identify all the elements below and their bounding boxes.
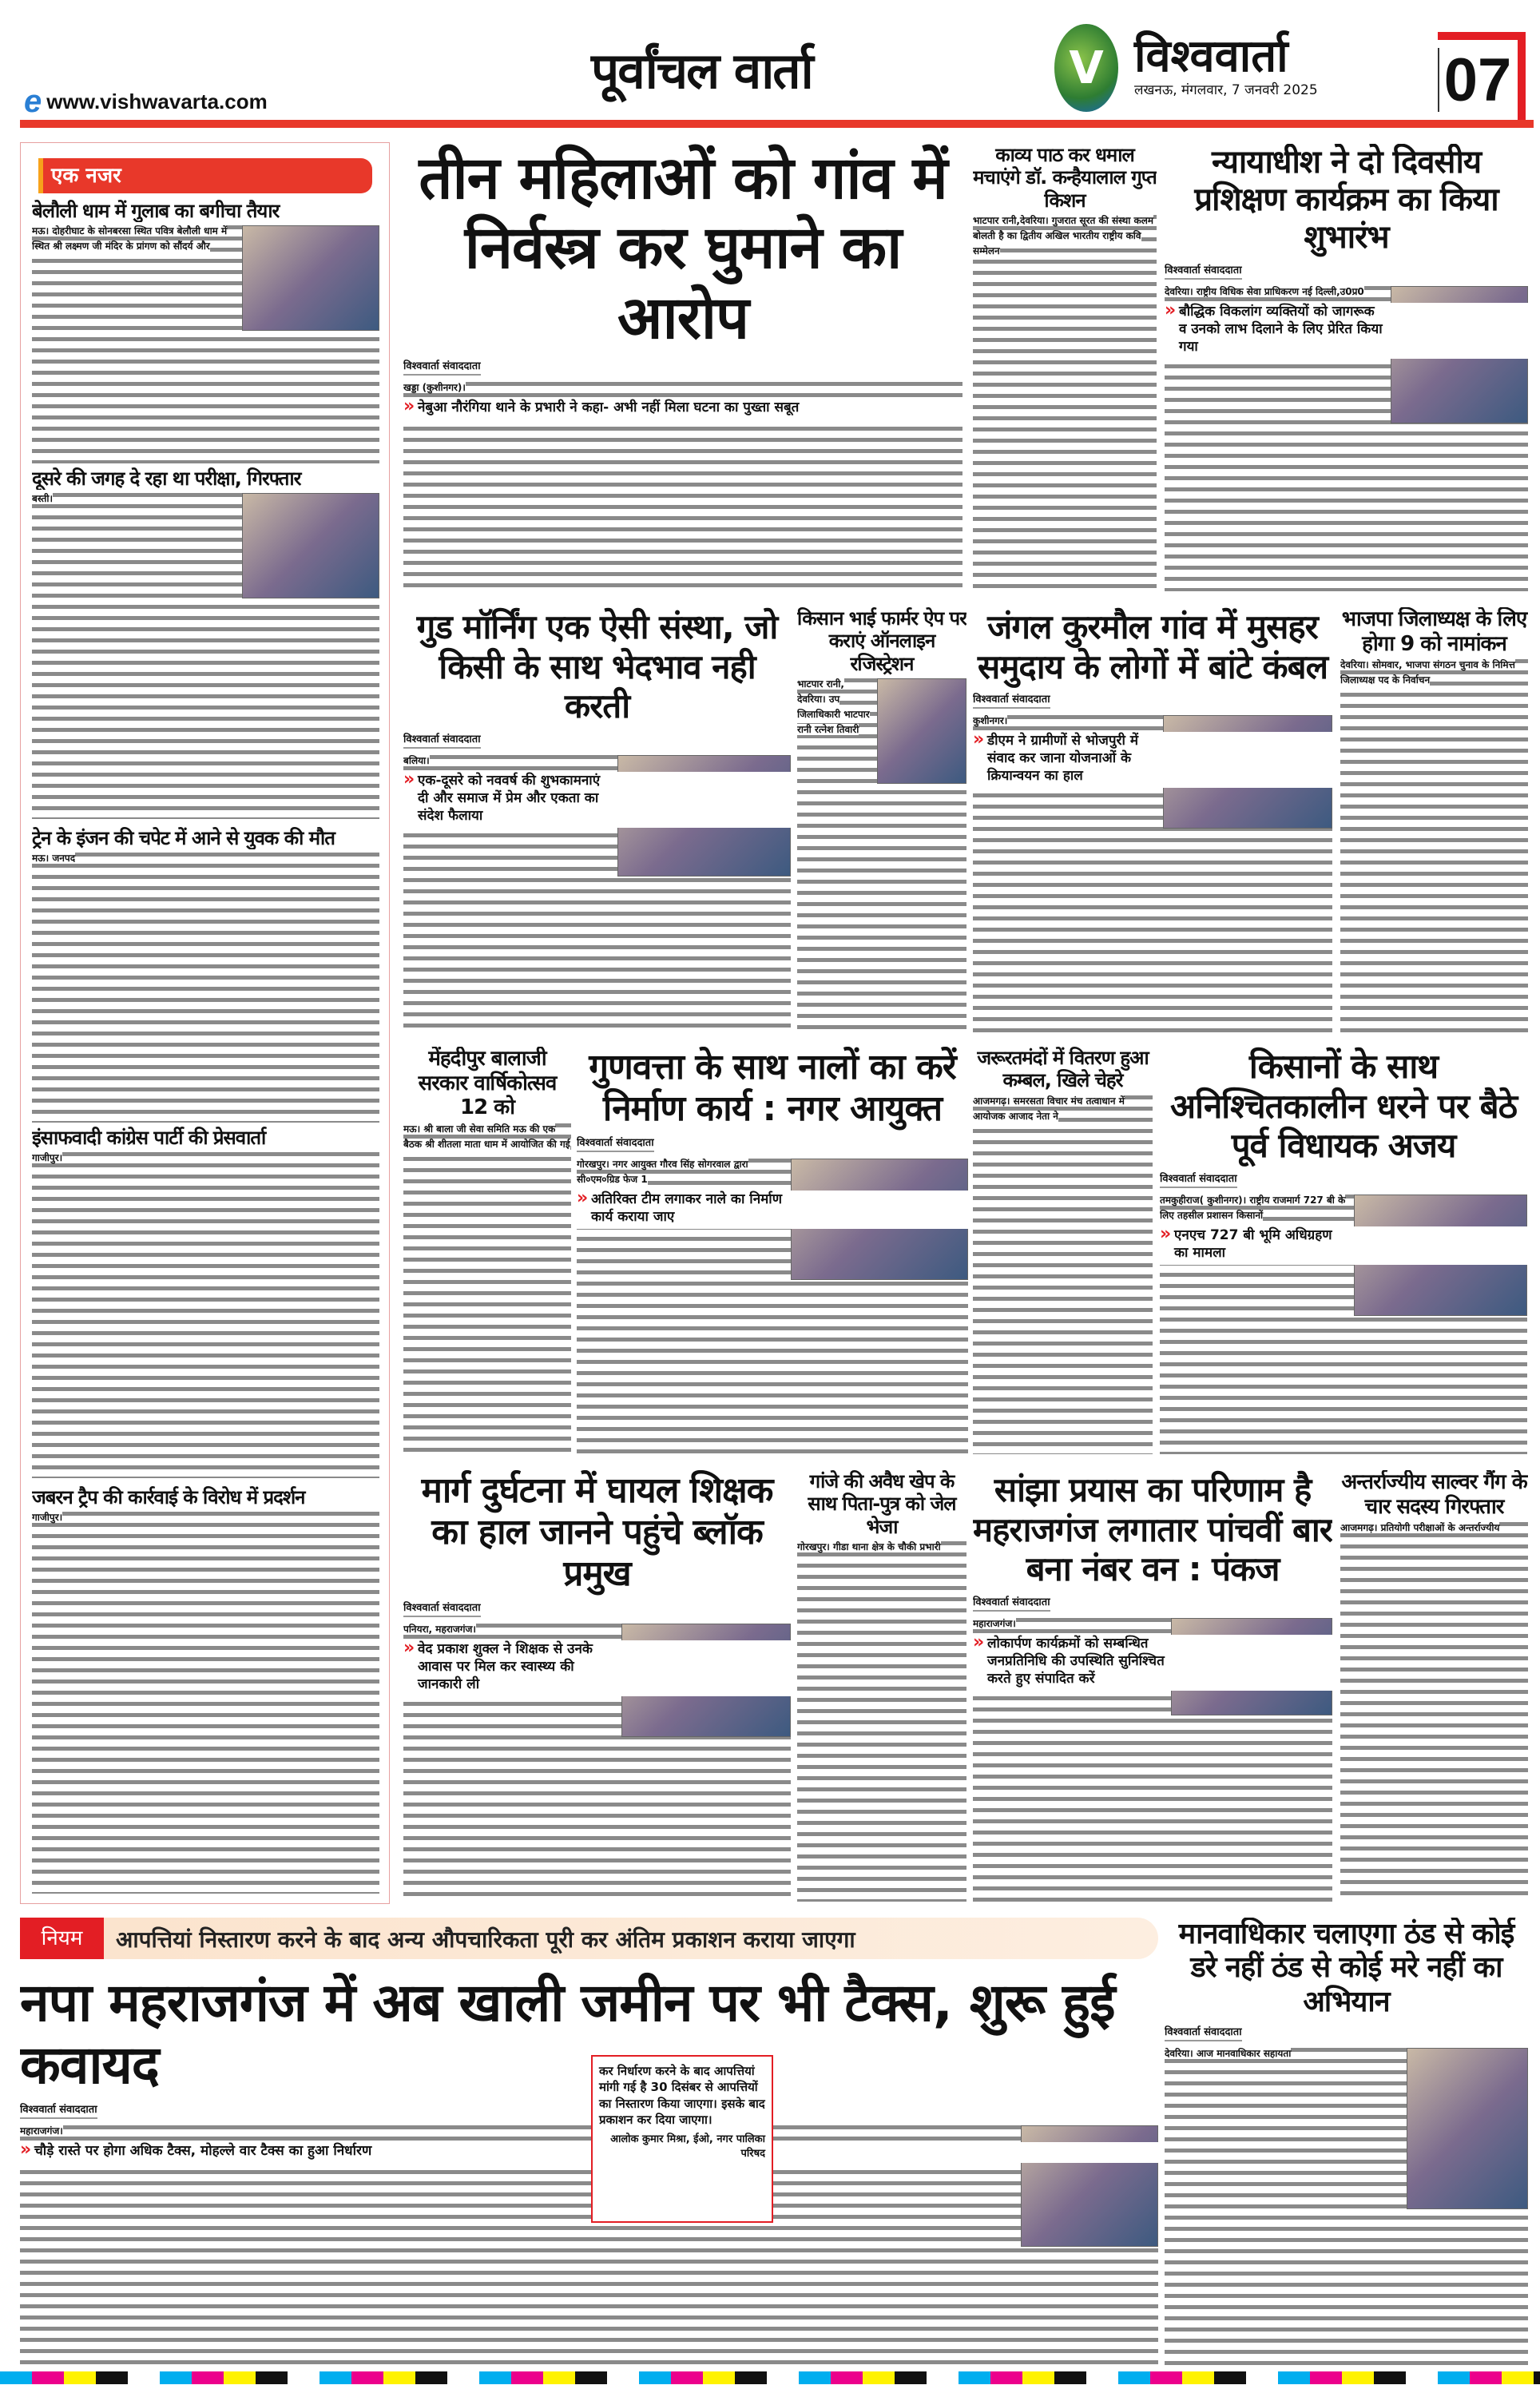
article-content <box>1165 2045 1528 2369</box>
article-content <box>973 1092 1153 1454</box>
news-photo <box>1407 2048 1528 2209</box>
news-photo <box>242 225 379 331</box>
article-text-block <box>403 1120 571 1454</box>
article-byline: विश्ववार्ता संवाददाता <box>403 358 481 376</box>
left-news-item[interactable] <box>32 200 379 463</box>
page-number: 07 <box>1438 32 1526 120</box>
paper-name: विश्ववार्ता <box>1134 30 1288 82</box>
article-dateline: तमकुहीराज( कुशीनगर)। राष्ट्रीय राजमार्ग 727 बी के लिए तहसील प्रशासन किसानों <box>1160 1194 1346 1221</box>
left-news-headline[interactable]: बेलौली धाम में गुलाब का बगीचा तैयार <box>32 200 280 222</box>
article-content <box>1165 283 1528 591</box>
article-byline: विश्ववार्ता संवाददाता <box>973 691 1050 709</box>
rule-banner-text: आपत्तियां निस्तारण करने के बाद अन्य औपचारिकता पूरी कर अंतिम प्रकाशन कराया जाएगा <box>116 1926 855 1953</box>
article-dateline: देवरिया। आज मानवाधिकार सहायता <box>1165 2048 1292 2060</box>
article-headline[interactable]: गुड मॉर्निंग एक ऐसी संस्था, जो किसी के साथ भेदभाव नही करती <box>416 607 778 726</box>
article-headline[interactable]: जरूरतमंदों में वितरण हुआ कम्बल, खिले चेहरे <box>977 1047 1149 1092</box>
website-url[interactable] <box>24 84 268 120</box>
article-headline[interactable]: गुणवत्ता के साथ नालों का करें निर्माण कार्य : नगर आयुक्त <box>589 1047 956 1129</box>
article-headline[interactable]: काव्य पाठ कर धमाल मचाएंगे डॉ. कन्हैयालाल गुप्त किशन <box>973 144 1157 212</box>
article-byline: विश्ववार्ता संवाददाता <box>1160 1171 1237 1188</box>
color-registration-bar <box>0 2371 1540 2384</box>
quote-box <box>591 2055 773 2223</box>
article-headline[interactable]: जंगल कुरमौल गांव में मुसहर समुदाय के लोगों में बांटे कंबल <box>977 607 1328 686</box>
article-text-block <box>797 1538 966 1902</box>
left-news-headline[interactable]: इंसाफवादी कांग्रेस पार्टी की प्रेसवार्ता <box>32 1127 266 1149</box>
article-headline[interactable]: तीन महिलाओं को गांव में निर्वस्त्र कर घुमाने का आरोप <box>419 144 947 352</box>
article-subheadline: » नेबुआ नौरंगिया थाने के प्रभारी ने कहा- अभी नहीं मिला घटना का पुख्ता सबूत <box>403 399 963 419</box>
article-content <box>973 1615 1332 1902</box>
news-article[interactable] <box>973 1470 1332 1902</box>
news-article[interactable] <box>403 1470 791 1902</box>
article-headline[interactable]: मानवाधिकार चलाएगा ठंड से कोई डरे नहीं ठंड से कोई मरे नहीं का अभियान <box>1178 1918 1514 2018</box>
news-photo <box>242 493 379 598</box>
article-subheadline: » एक-दूसरे को नववर्ष की शुभकामनाएं दी और समाज में प्रेम और एकता का संदेश फैलाया <box>403 772 791 828</box>
article-headline[interactable]: भाजपा जिलाध्यक्ष के लिए होगा 9 को नामांकन <box>1341 607 1527 656</box>
edition-dateline: लखनऊ, मंगलवार, 7 जनवरी 2025 <box>1134 82 1318 98</box>
news-article[interactable] <box>577 1047 968 1454</box>
article-byline: विश्ववार्ता संवाददाता <box>1165 2024 1242 2041</box>
article-headline[interactable]: मेंहदीपुर बालाजी सरकार वार्षिकोत्सव 12 को <box>418 1047 557 1120</box>
left-news-dateline: मऊ। दोहरीघाट के सोनबरसा स्थित पवित्र बेलौली धाम में स्थित श्री लक्ष्मण जी मंदिर के प्रांगण को सौंदर्य और <box>32 225 228 252</box>
left-news-dateline: गाजीपुर। <box>32 1512 63 1524</box>
left-news-item[interactable] <box>32 1486 379 1894</box>
article-byline: विश्ववार्ता संवाददाता <box>1165 262 1242 280</box>
article-headline[interactable]: न्यायाधीश ने दो दिवसीय प्रशिक्षण कार्यक्रम का किया शुभारंभ <box>1194 144 1498 256</box>
article-dateline: भाटपार रानी,देवरिया। गुजरात सूरत की संस्था कलम बोलती है का द्वितीय अखिल भारतीय राष्ट्रीय कवि सम्मेलन <box>973 214 1154 256</box>
news-article[interactable] <box>973 1047 1153 1454</box>
quote-attribution: आलोक कुमार मिश्रा, ईओ, नगर पालिका परिषद <box>610 2133 765 2160</box>
news-article[interactable] <box>1160 1047 1527 1454</box>
article-dateline: आजमगढ़। समरसता विचार मंच तत्वाधान में आयोजक आजाद नेता ने <box>973 1095 1125 1122</box>
quote-text: कर निर्धारण करने के बाद आपत्तियां मांगी गई है 30 दिसंबर से आपत्तियों का निस्तारण किया जाएगा। इसके बाद प्रकाशन कर दिया जाएगा। <box>599 2064 765 2127</box>
news-article[interactable] <box>403 607 791 1035</box>
article-content <box>403 1620 791 1902</box>
rule-banner-tag: नियम <box>20 1918 104 1959</box>
news-article[interactable] <box>797 607 966 1035</box>
article-headline[interactable]: नपा महराजगंज में अब खाली जमीन पर भी टैक्स, शुरू हुई कवायद <box>20 1972 1115 2096</box>
article-content <box>973 212 1157 591</box>
article-content <box>797 1538 966 1902</box>
article-text-block <box>1340 1519 1528 1902</box>
news-article[interactable] <box>797 1470 966 1902</box>
article-dateline: खड्डा (कुशीनगर)। <box>403 381 466 393</box>
left-news-headline[interactable]: जबरन ट्रैप की कार्रवाई के विरोध में प्रदर्शन <box>32 1486 305 1509</box>
article-text-block <box>32 1149 379 1478</box>
left-news-dateline: मऊ। जनपद <box>32 853 76 865</box>
left-news-content <box>32 849 379 1123</box>
article-dateline: देवरिया। राष्ट्रीय विधिक सेवा प्राधिकरण नई दिल्ली,उ0प्र0 <box>1165 285 1364 297</box>
article-byline: विश्ववार्ता संवाददाता <box>403 731 481 749</box>
article-content <box>797 675 966 1035</box>
article-dateline: भाटपार रानी, देवरिया। उप जिलाधिकारी भाटपार रानी रत्नेश तिवारी <box>797 678 870 735</box>
left-news-content <box>32 222 379 463</box>
browser-e-icon: e <box>24 84 42 119</box>
article-dateline: पनियरा, महराजगंज। <box>403 1623 476 1635</box>
article-text-block <box>32 849 379 1123</box>
article-subheadline: » चौड़े रास्ते पर होगा अधिक टैक्स, मोहल्ले वार टैक्स का हुआ निर्धारण <box>20 2142 1158 2163</box>
article-dateline: महाराजगंज। <box>973 1617 1016 1629</box>
article-dateline: आजमगढ़। प्रतियोगी परीक्षाओं के अन्तर्राज्यीय <box>1340 1522 1500 1534</box>
news-article[interactable] <box>1165 1918 1528 2369</box>
left-news-item[interactable] <box>32 467 379 819</box>
article-headline[interactable]: गांजे की अवैध खेप के साथ पिता-पुत्र को जेल भेजा <box>808 1470 956 1538</box>
article-content <box>577 1155 968 1454</box>
article-content <box>403 752 791 1035</box>
article-headline[interactable]: किसानों के साथ अनिश्चितकालीन धरने पर बैठे पूर्व विधायक अजय <box>1169 1047 1517 1166</box>
article-headline[interactable]: सांझा प्रयास का परिणाम है महराजगंज लगातार पांचवीं बार बना नंबर वन : पंकज <box>973 1470 1332 1589</box>
article-dateline: महाराजगंज। <box>20 2125 63 2137</box>
article-subheadline: » अतिरिक्त टीम लगाकर नाले का निर्माण कार्य कराया जाए <box>577 1191 968 1229</box>
article-content <box>973 712 1332 1035</box>
globe-logo-icon: V <box>1054 24 1118 112</box>
left-news-content <box>32 490 379 819</box>
article-byline: विश्ववार्ता संवाददाता <box>20 2101 97 2119</box>
article-byline: विश्ववार्ता संवाददाता <box>403 1600 481 1617</box>
article-content <box>1340 1519 1528 1902</box>
news-article[interactable] <box>403 144 963 591</box>
article-subheadline: » एनएच 727 बी भूमि अधिग्रहण का मामला <box>1160 1226 1527 1265</box>
article-dateline: देवरिया। सोमवार, भाजपा संगठन चुनाव के निमित्त जिलाध्यक्ष पद के निर्वाचन <box>1340 659 1515 686</box>
left-news-headline[interactable]: ट्रेन के इंजन की चपेट में आने से युवक की मौत <box>32 827 335 849</box>
news-article[interactable] <box>1340 1470 1528 1902</box>
article-headline[interactable]: मार्ग दुर्घटना में घायल शिक्षक का हाल जानने पहुंचे ब्लॉक प्रमुख <box>421 1470 773 1594</box>
section-title: पूर्वांचल वार्ता <box>591 42 812 100</box>
article-content <box>1160 1191 1527 1454</box>
news-article[interactable] <box>20 1972 1158 2367</box>
left-news-content <box>32 1149 379 1478</box>
ek-nazar-label: एक नजर <box>38 158 372 193</box>
left-news-item[interactable] <box>32 1127 379 1478</box>
article-subheadline: » वेद प्रकाश शुक्ल ने शिक्षक से उनके आवास पर मिल कर स्वास्थ्य की जानकारी ली <box>403 1640 791 1696</box>
article-byline: विश्ववार्ता संवाददाता <box>577 1135 654 1152</box>
left-news-dateline: बस्ती। <box>32 493 54 505</box>
article-dateline: गोरखपुर। गीडा थाना क्षेत्र के चौकी प्रभारी <box>797 1540 941 1552</box>
article-headline[interactable]: अन्तर्राज्यीय साल्वर गैंग के चार सदस्य गिरफ्तार <box>1341 1470 1527 1519</box>
left-news-headline[interactable]: दूसरे की जगह दे रहा था परीक्षा, गिरफ्तार <box>32 467 301 490</box>
article-dateline: कुशीनगर। <box>973 715 1008 727</box>
article-content <box>403 1120 571 1454</box>
left-news-dateline: गाजीपुर। <box>32 1152 63 1164</box>
article-subheadline: » बौद्धिक विकलांग व्यक्तियों को जागरूक व उनको लाभ दिलाने के लिए प्रेरित किया गया <box>1165 303 1528 359</box>
article-text-block <box>973 212 1157 591</box>
article-text-block <box>973 1092 1153 1454</box>
article-dateline: गोरखपुर। नगर आयुक्त गौरव सिंह सोगरवाल द्वारा सी०एम०ग्रिड फेज 1 <box>577 1158 748 1185</box>
news-article[interactable] <box>1340 607 1528 1035</box>
article-content <box>20 2122 1158 2367</box>
left-news-item[interactable] <box>32 827 379 1123</box>
news-article[interactable] <box>973 607 1332 1035</box>
news-article[interactable] <box>403 1047 571 1454</box>
article-content <box>1340 656 1528 1035</box>
website-text: www.vishwavarta.com <box>46 89 268 113</box>
left-news-content <box>32 1509 379 1894</box>
article-content <box>403 379 963 591</box>
news-article[interactable] <box>973 144 1157 591</box>
news-photo <box>877 678 966 784</box>
article-text-block <box>1340 656 1528 1035</box>
article-subheadline: » डीएम ने ग्रामीणों से भोजपुरी में संवाद कर जाना योजनाओं के क्रियान्वयन का हाल <box>973 732 1332 788</box>
news-article[interactable] <box>1165 144 1528 591</box>
article-byline: विश्ववार्ता संवाददाता <box>973 1594 1050 1612</box>
article-text-block <box>32 1509 379 1894</box>
article-headline[interactable]: किसान भाई फार्मर ऐप पर कराएं ऑनलाइन रजिस्ट्रेशन <box>797 607 966 675</box>
article-subheadline: » लोकार्पण कार्यक्रमों को सम्बन्धित जनप्रतिनिधि की उपस्थिति सुनिश्चित करते हुए संपादित करें <box>973 1635 1332 1691</box>
article-dateline: बलिया। <box>403 754 430 766</box>
header-divider <box>20 120 1534 128</box>
article-dateline: मऊ। श्री बाला जी सेवा समिति मऊ की एक बैठक श्री शीतला माता धाम में आयोजित की गई <box>403 1123 570 1151</box>
